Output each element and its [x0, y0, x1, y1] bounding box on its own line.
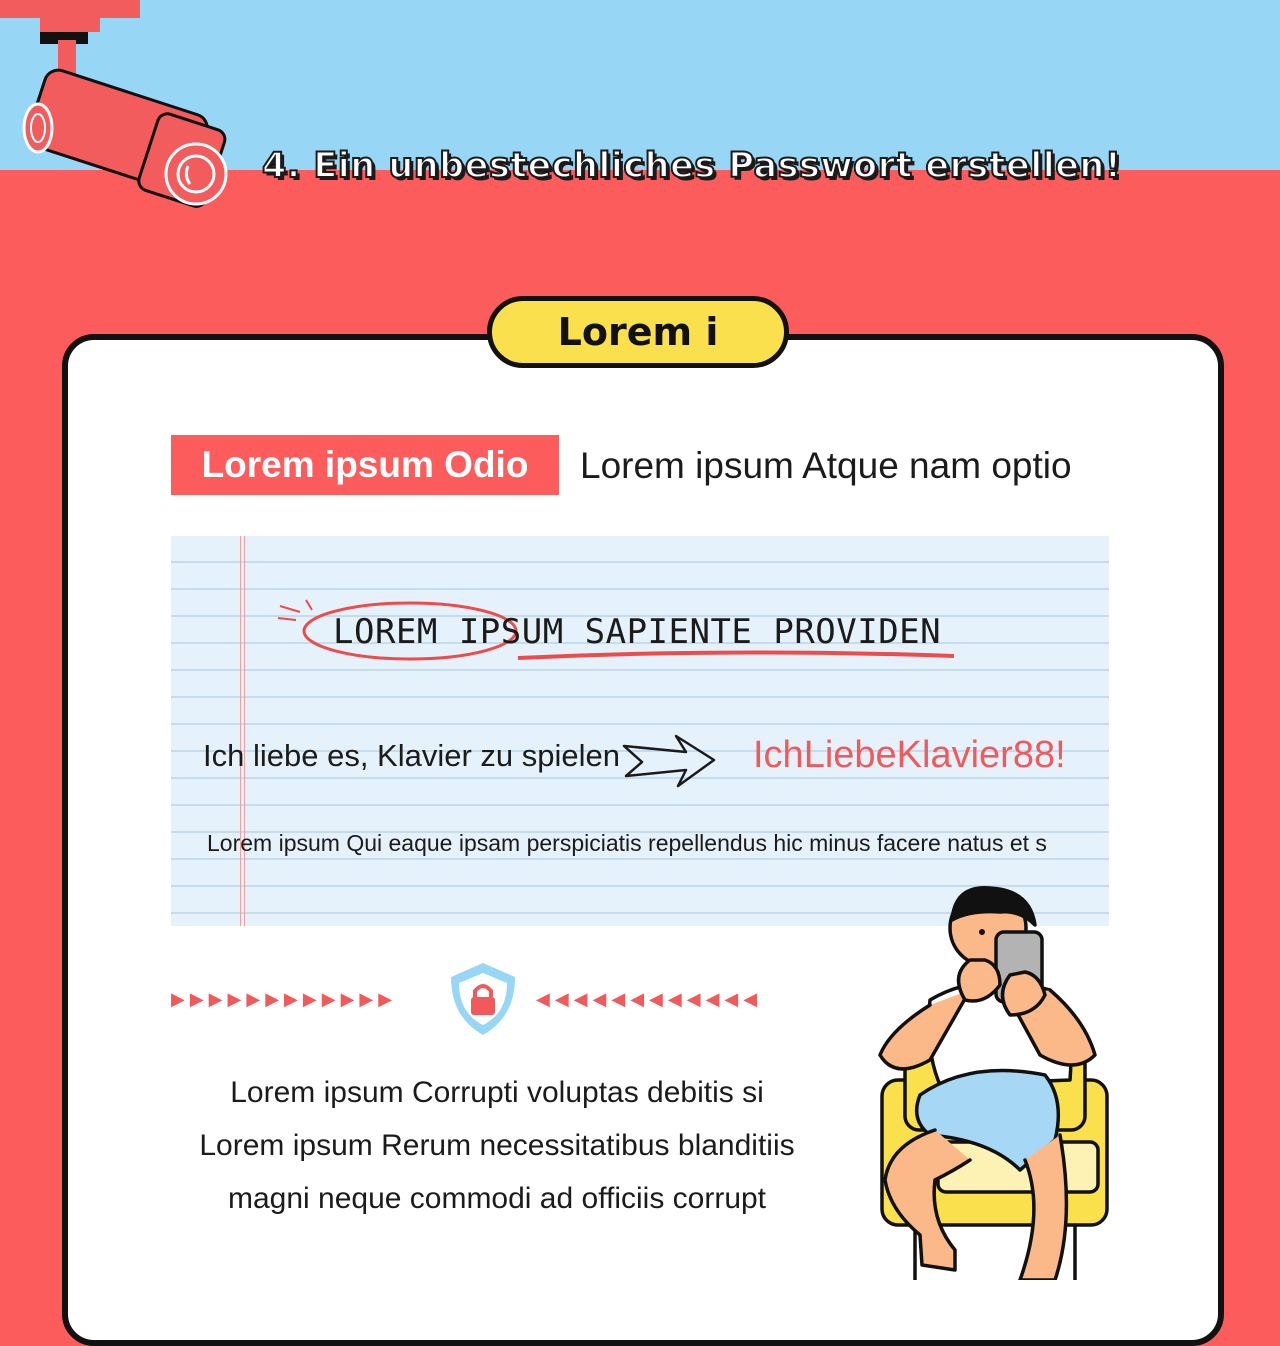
- notebook-margin-line: [240, 536, 245, 926]
- shield-lock-icon: [449, 961, 517, 1037]
- security-camera-icon: [0, 0, 240, 240]
- notebook-paper: [171, 536, 1109, 926]
- person-on-phone-illustration: [860, 880, 1120, 1280]
- body-line: Lorem ipsum Rerum necessitatibus blanditiis: [199, 1129, 795, 1162]
- card-pill-label: Lorem i: [487, 296, 789, 368]
- section-tag: Lorem ipsum Odio: [171, 435, 559, 495]
- arrow-right-icon: [620, 732, 720, 792]
- decorative-arrows-left: ◀◀◀◀◀◀◀◀◀◀◀◀: [536, 989, 763, 1009]
- notebook-note: Lorem ipsum Qui eaque ipsam perspiciatis repellendus hic minus facere natus et s: [207, 830, 1047, 856]
- body-line: magni neque commodi ad officiis corrupt: [227, 1182, 767, 1215]
- section-subtitle: Lorem ipsum Atque nam optio: [580, 445, 1072, 486]
- body-paragraph: [172, 1066, 822, 1225]
- handwritten-heading: LOREM IPSUM SAPIENTE PROVIDEN: [333, 612, 942, 652]
- page-title: 4. Ein unbestechliches Passwort erstellen!: [262, 146, 1122, 186]
- example-phrase: Ich liebe es, Klavier zu spielen: [203, 738, 621, 773]
- decorative-arrows-right: ▶▶▶▶▶▶▶▶▶▶▶▶: [171, 989, 398, 1009]
- example-password: IchLiebeKlavier88!: [753, 734, 1066, 776]
- body-line: Lorem ipsum Corrupti voluptas debitis si: [230, 1076, 764, 1109]
